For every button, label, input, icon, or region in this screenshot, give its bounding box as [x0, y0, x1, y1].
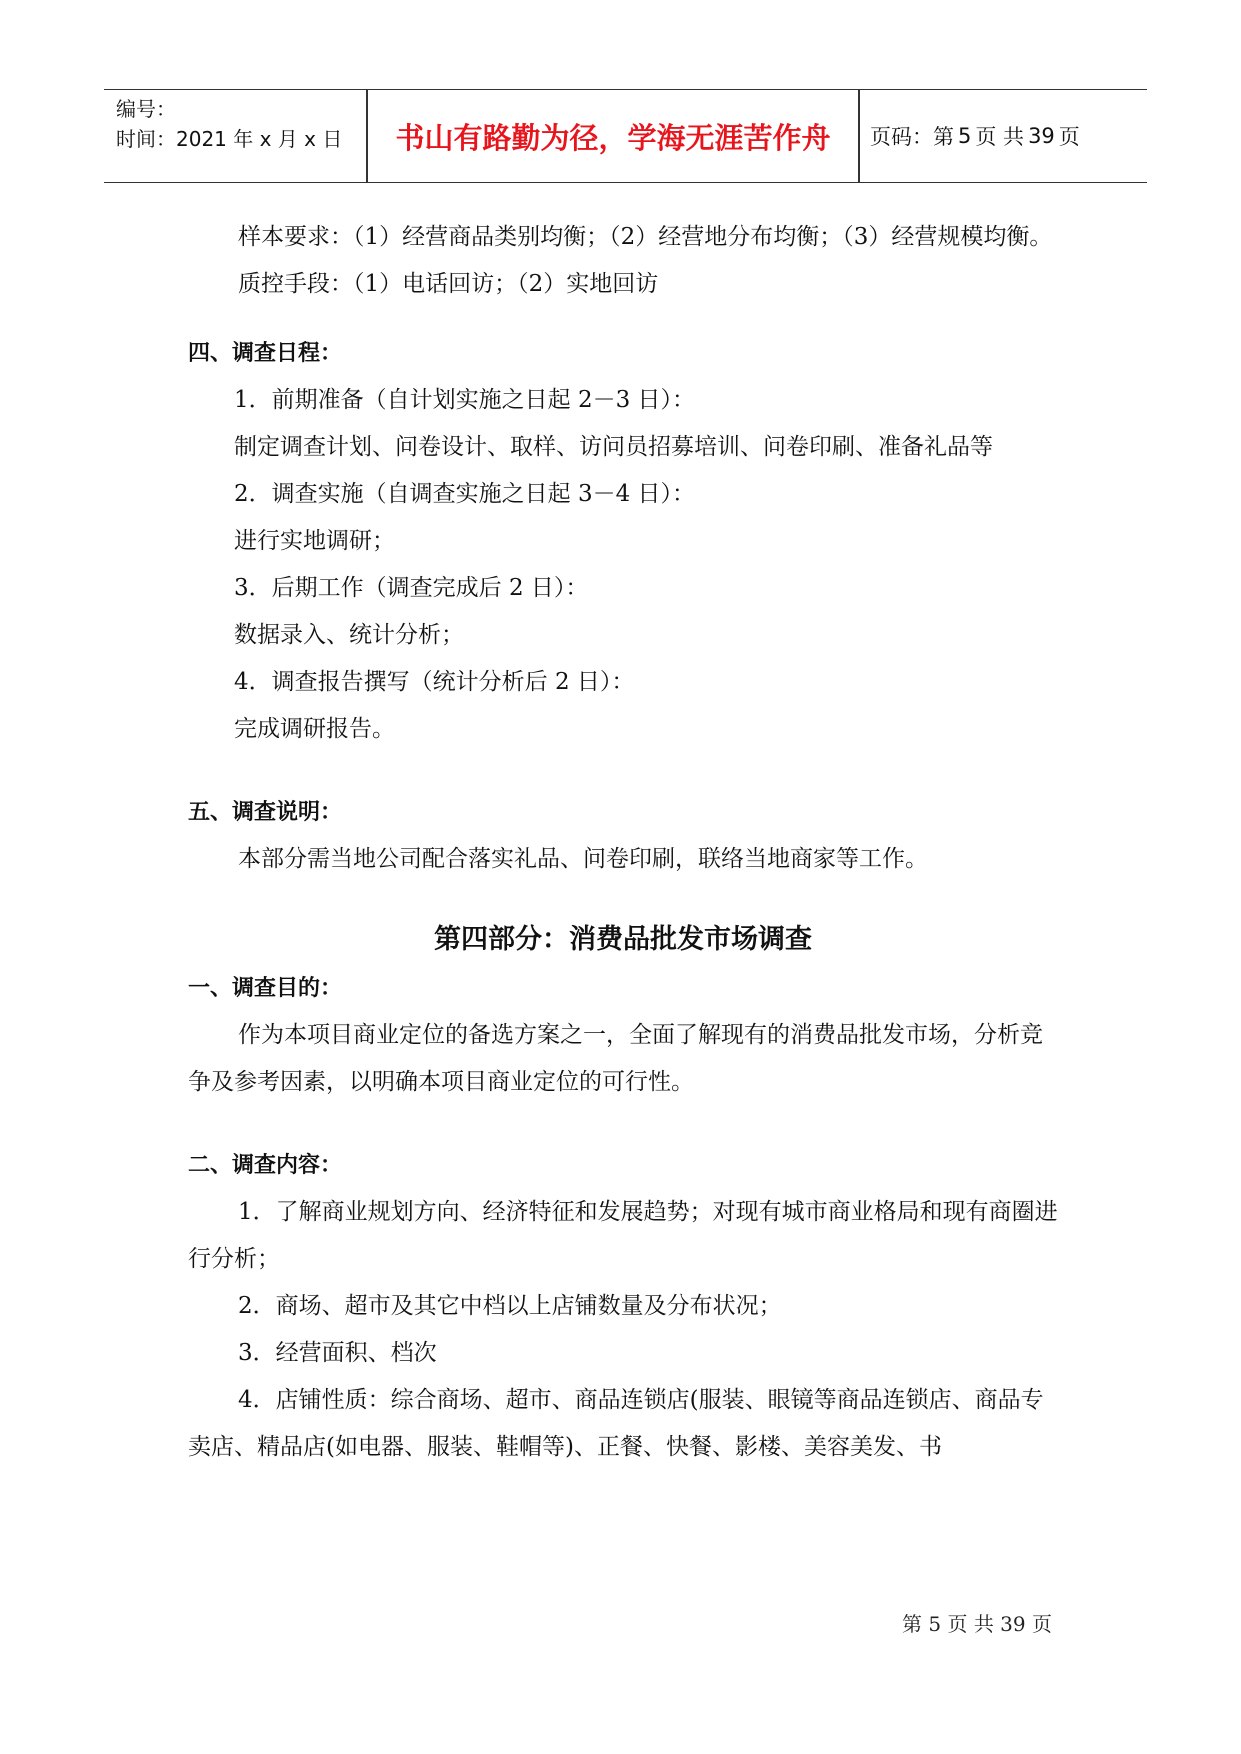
section-heading: 二、调查内容：: [188, 1153, 343, 1178]
page-header: [104, 89, 1147, 183]
list-item: 4．调查报告撰写（统计分析后 2 日）：: [234, 669, 635, 695]
section-heading: 五、调查说明：: [188, 800, 343, 825]
paragraph: 质控手段：（1）电话回访；（2）实地回访: [238, 271, 659, 297]
list-item: 4．店铺性质：综合商场、超市、商品连锁店(服装、眼镜等商品连锁店、商品专卖店、精品店(如电器、服装、鞋帽等)、正餐、快餐、影楼、美容美发、书: [188, 1387, 1044, 1460]
list-item-desc: 制定调查计划、问卷设计、取样、访问员招募培训、问卷印刷、准备礼品等: [234, 434, 993, 460]
section-heading: 四、调查日程：: [188, 341, 343, 366]
part-title: 第四部分：消费品批发市场调查: [434, 924, 812, 955]
list-item-desc: 进行实地调研；: [234, 528, 395, 554]
header-divider: [858, 90, 860, 182]
paragraph: 作为本项目商业定位的备选方案之一，全面了解现有的消费品批发市场，分析竞争及参考因素，以明确本项目商业定位的可行性。: [188, 1022, 1043, 1095]
header-page-total: 39: [1028, 124, 1055, 148]
page-footer: 第 5 页 共 39 页: [902, 1612, 1052, 1636]
document-body: [188, 214, 1058, 1471]
header-page-prefix: 页码：第: [870, 125, 954, 149]
paragraph: 本部分需当地公司配合落实礼品、问卷印刷，联络当地商家等工作。: [238, 846, 928, 872]
list-item: 2．调查实施（自调查实施之日起 3－4 日）：: [234, 481, 696, 507]
list-item: 3．后期工作（调查完成后 2 日）：: [234, 575, 589, 601]
section-heading: 一、调查目的：: [188, 976, 343, 1001]
header-page-suffix: 页: [1058, 125, 1080, 149]
header-page-mid: 页 共: [975, 125, 1025, 149]
header-motto: 书山有路勤为径，学海无涯苦作舟: [395, 120, 831, 155]
paragraph: 样本要求：（1）经营商品类别均衡；（2）经营地分布均衡；（3）经营规模均衡。: [238, 224, 1053, 250]
list-item-desc: 数据录入、统计分析；: [234, 622, 464, 648]
list-item-desc: 完成调研报告。: [234, 716, 395, 742]
header-time-label: 时间：2021 年 x 月 x 日: [116, 127, 343, 151]
header-page-info: [870, 90, 1084, 182]
list-item: 2．商场、超市及其它中档以上店铺数量及分布状况；: [238, 1293, 782, 1319]
list-item: 3．经营面积、档次: [238, 1340, 437, 1366]
header-number-label: 编号：: [116, 97, 176, 121]
list-item: 1．了解商业规划方向、经济特征和发展趋势；对现有城市商业格局和现有商圈进行分析；: [188, 1199, 1058, 1272]
header-meta: [116, 94, 342, 154]
header-page-current: 5: [958, 124, 972, 148]
list-item: 1．前期准备（自计划实施之日起 2－3 日）：: [234, 387, 696, 413]
